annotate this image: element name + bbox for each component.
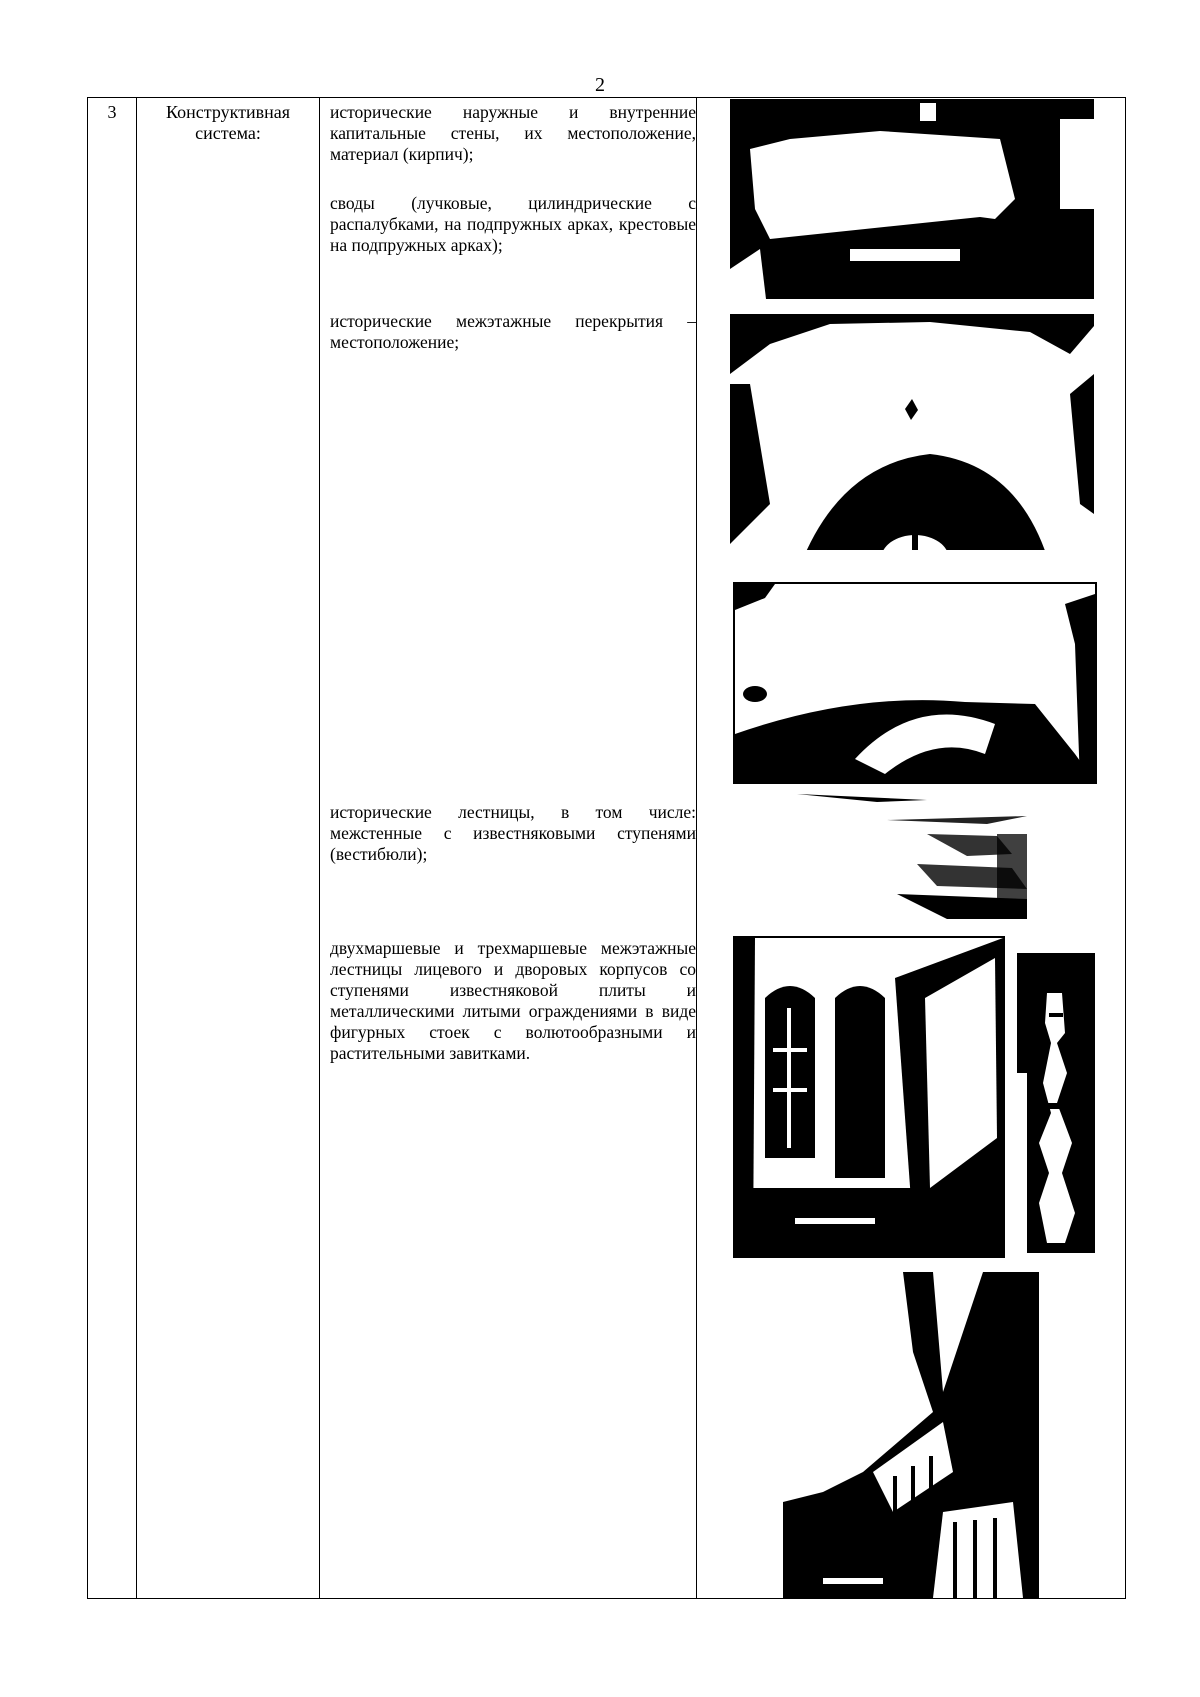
para-stair-types: двухмаршевые и трехмаршевые межэтажные лестницы лицевого и дворовых корпусов со ступенями известняковой плиты и металлическими литыми ограждениями в виде фигурных стоек с волютообразными и растительными завитками. [330, 938, 696, 1063]
photo-baluster [1017, 953, 1095, 1253]
photo-floor-vault [733, 582, 1097, 784]
para-walls: исторические наружные и внутренние капитальные стены, их местоположение, материал (кирпич); [330, 102, 696, 164]
photo-vault-arch [730, 314, 1094, 566]
row-number: 3 [88, 98, 137, 1599]
element-table [87, 97, 1126, 1599]
page-number: 2 [595, 74, 605, 96]
para-vaults: своды (лучковые, цилиндрические с распалубками, на подпружных арках, крестовые на подпружных арках); [330, 193, 696, 255]
photo-cell [697, 98, 1126, 1599]
photo-limestone-stair [797, 794, 1027, 919]
photo-railing-stair [783, 1272, 1039, 1598]
description-cell [320, 98, 697, 1599]
para-stairs: исторические лестницы, в том числе: межстенные с известняковыми ступенями (вестибюли); [330, 802, 696, 864]
para-floors: исторические межэтажные перекрытия – местоположение; [330, 311, 696, 352]
photo-wall-vault [730, 99, 1094, 299]
photo-stair-windows [733, 936, 1005, 1258]
table-row [88, 98, 1126, 1599]
row-name: Конструктивная система: [137, 98, 320, 1599]
